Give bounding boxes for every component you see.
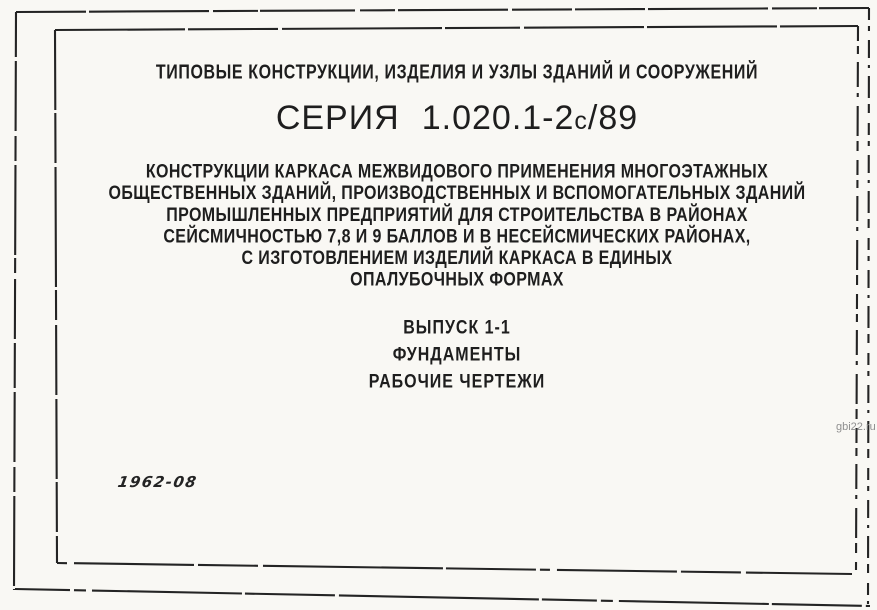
series-code-small: с bbox=[574, 107, 588, 135]
outer-frame-left bbox=[14, 12, 16, 590]
description-line: ОПАЛУБОЧНЫХ ФОРМАХ bbox=[350, 270, 564, 291]
handwritten-note: 1962-08 bbox=[116, 473, 199, 491]
description-line: КОНСТРУКЦИИ КАРКАСА МЕЖВИДОВОГО ПРИМЕНЕНИЯ МНОГОЭТАЖНЫХ bbox=[145, 162, 769, 183]
description-line: СЕЙСМИЧНОСТЬЮ 7,8 И 9 БАЛЛОВ И В НЕСЕЙСМИЧЕСКИХ РАЙОНАХ, bbox=[163, 226, 751, 248]
doc-type-label: РАБОЧИЕ ЧЕРТЕЖИ bbox=[368, 372, 546, 393]
series-label: СЕРИЯ bbox=[275, 99, 400, 137]
inner-frame-top bbox=[55, 26, 858, 30]
series-code-main: 1.020.1-2 bbox=[421, 99, 575, 137]
document-header: ТИПОВЫЕ КОНСТРУКЦИИ, ИЗДЕЛИЯ И УЗЛЫ ЗДАНИЙ И СООРУЖЕНИЙ bbox=[155, 62, 759, 84]
outer-frame-bottom bbox=[15, 589, 870, 606]
description-line: ПРОМЫШЛЕННЫХ ПРЕДПРИЯТИЙ ДЛЯ СТРОИТЕЛЬСТВА В РАЙОНАХ bbox=[166, 205, 748, 226]
description-line: С ИЗГОТОВЛЕНИЕМ ИЗДЕЛИЙ КАРКАСА В ЕДИНЫХ bbox=[241, 248, 673, 269]
issue-label: ВЫПУСК 1-1 bbox=[403, 318, 511, 339]
series-code-tail: /89 bbox=[587, 99, 639, 137]
watermark: gbi22.ru bbox=[836, 421, 876, 433]
description-block bbox=[37, 162, 877, 292]
description-line: ОБЩЕСТВЕННЫХ ЗДАНИЙ, ПРОИЗВОДСТВЕННЫХ И ВСПОМОГАТЕЛЬНЫХ ЗДАНИЙ bbox=[108, 183, 806, 204]
outer-frame-top bbox=[16, 8, 869, 12]
inner-frame-bottom bbox=[57, 563, 852, 574]
outer-frame-right bbox=[868, 8, 869, 604]
section-label: ФУНДАМЕНТЫ bbox=[392, 345, 522, 366]
series-title bbox=[37, 99, 877, 138]
